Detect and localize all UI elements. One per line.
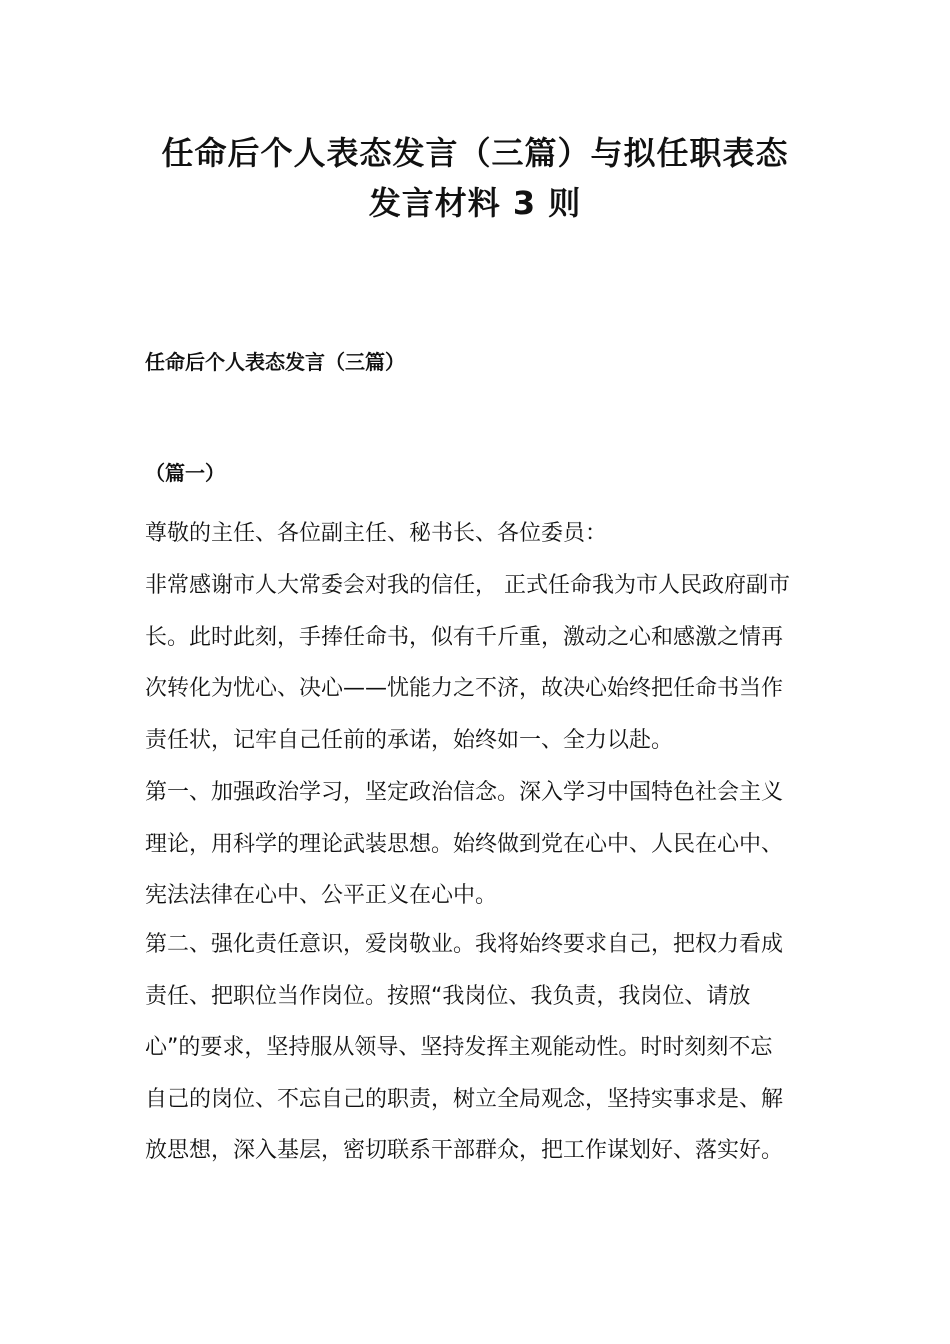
document-title-line: 任命后个人表态发言（三篇）与拟任职表态 — [161, 134, 789, 172]
body-line: 长。此时此刻，手捧任命书，似有千斤重，激动之心和感激之情再 — [145, 624, 784, 650]
salutation-line: 尊敬的主任、各位副主任、秘书长、各位委员： — [145, 521, 608, 546]
body-line: 责任状，记牢自己任前的承诺，始终如一、全力以赴。 — [145, 727, 674, 753]
document-title-line: 发言材料 3 则 — [368, 184, 582, 222]
body-line: 理论，用科学的理论武装思想。始终做到党在心中、人民在心中、 — [145, 831, 784, 857]
body-paragraph — [145, 560, 815, 766]
body-line: 放思想，深入基层，密切联系干部群众，把工作谋划好、落实好。 — [145, 1138, 784, 1163]
body-line: 第二、强化责任意识，爱岗敬业。我将始终要求自己，把权力看成 — [145, 932, 784, 957]
salutation — [145, 508, 815, 560]
section-heading: 任命后个人表态发言（三篇） — [145, 350, 405, 374]
body-line: 宪法法律在心中、公平正义在心中。 — [145, 883, 498, 908]
body-line: 非常感谢市人大常委会对我的信任， 正式任命我为市人民政府副市 — [145, 573, 790, 598]
body-paragraph — [145, 767, 815, 922]
body-line: 责任、把职位当作岗位。按照“我岗位、我负责，我岗位、请放 — [145, 983, 751, 1009]
body-line: 第一、加强政治学习，坚定政治信念。深入学习中国特色社会主义 — [145, 780, 784, 805]
document-title — [120, 128, 830, 228]
body-paragraph — [145, 919, 815, 1177]
body-line: 心”的要求，坚持服从领导、坚持发挥主观能动性。时时刻刻不忘 — [145, 1035, 773, 1060]
body-line: 次转化为忧心、决心——忧能力之不济，故决心始终把任命书当作 — [145, 676, 784, 701]
body-line: 自己的岗位、不忘自己的职责，树立全局观念，坚持实事求是、解 — [145, 1086, 784, 1112]
part-heading: （篇一） — [145, 461, 225, 485]
